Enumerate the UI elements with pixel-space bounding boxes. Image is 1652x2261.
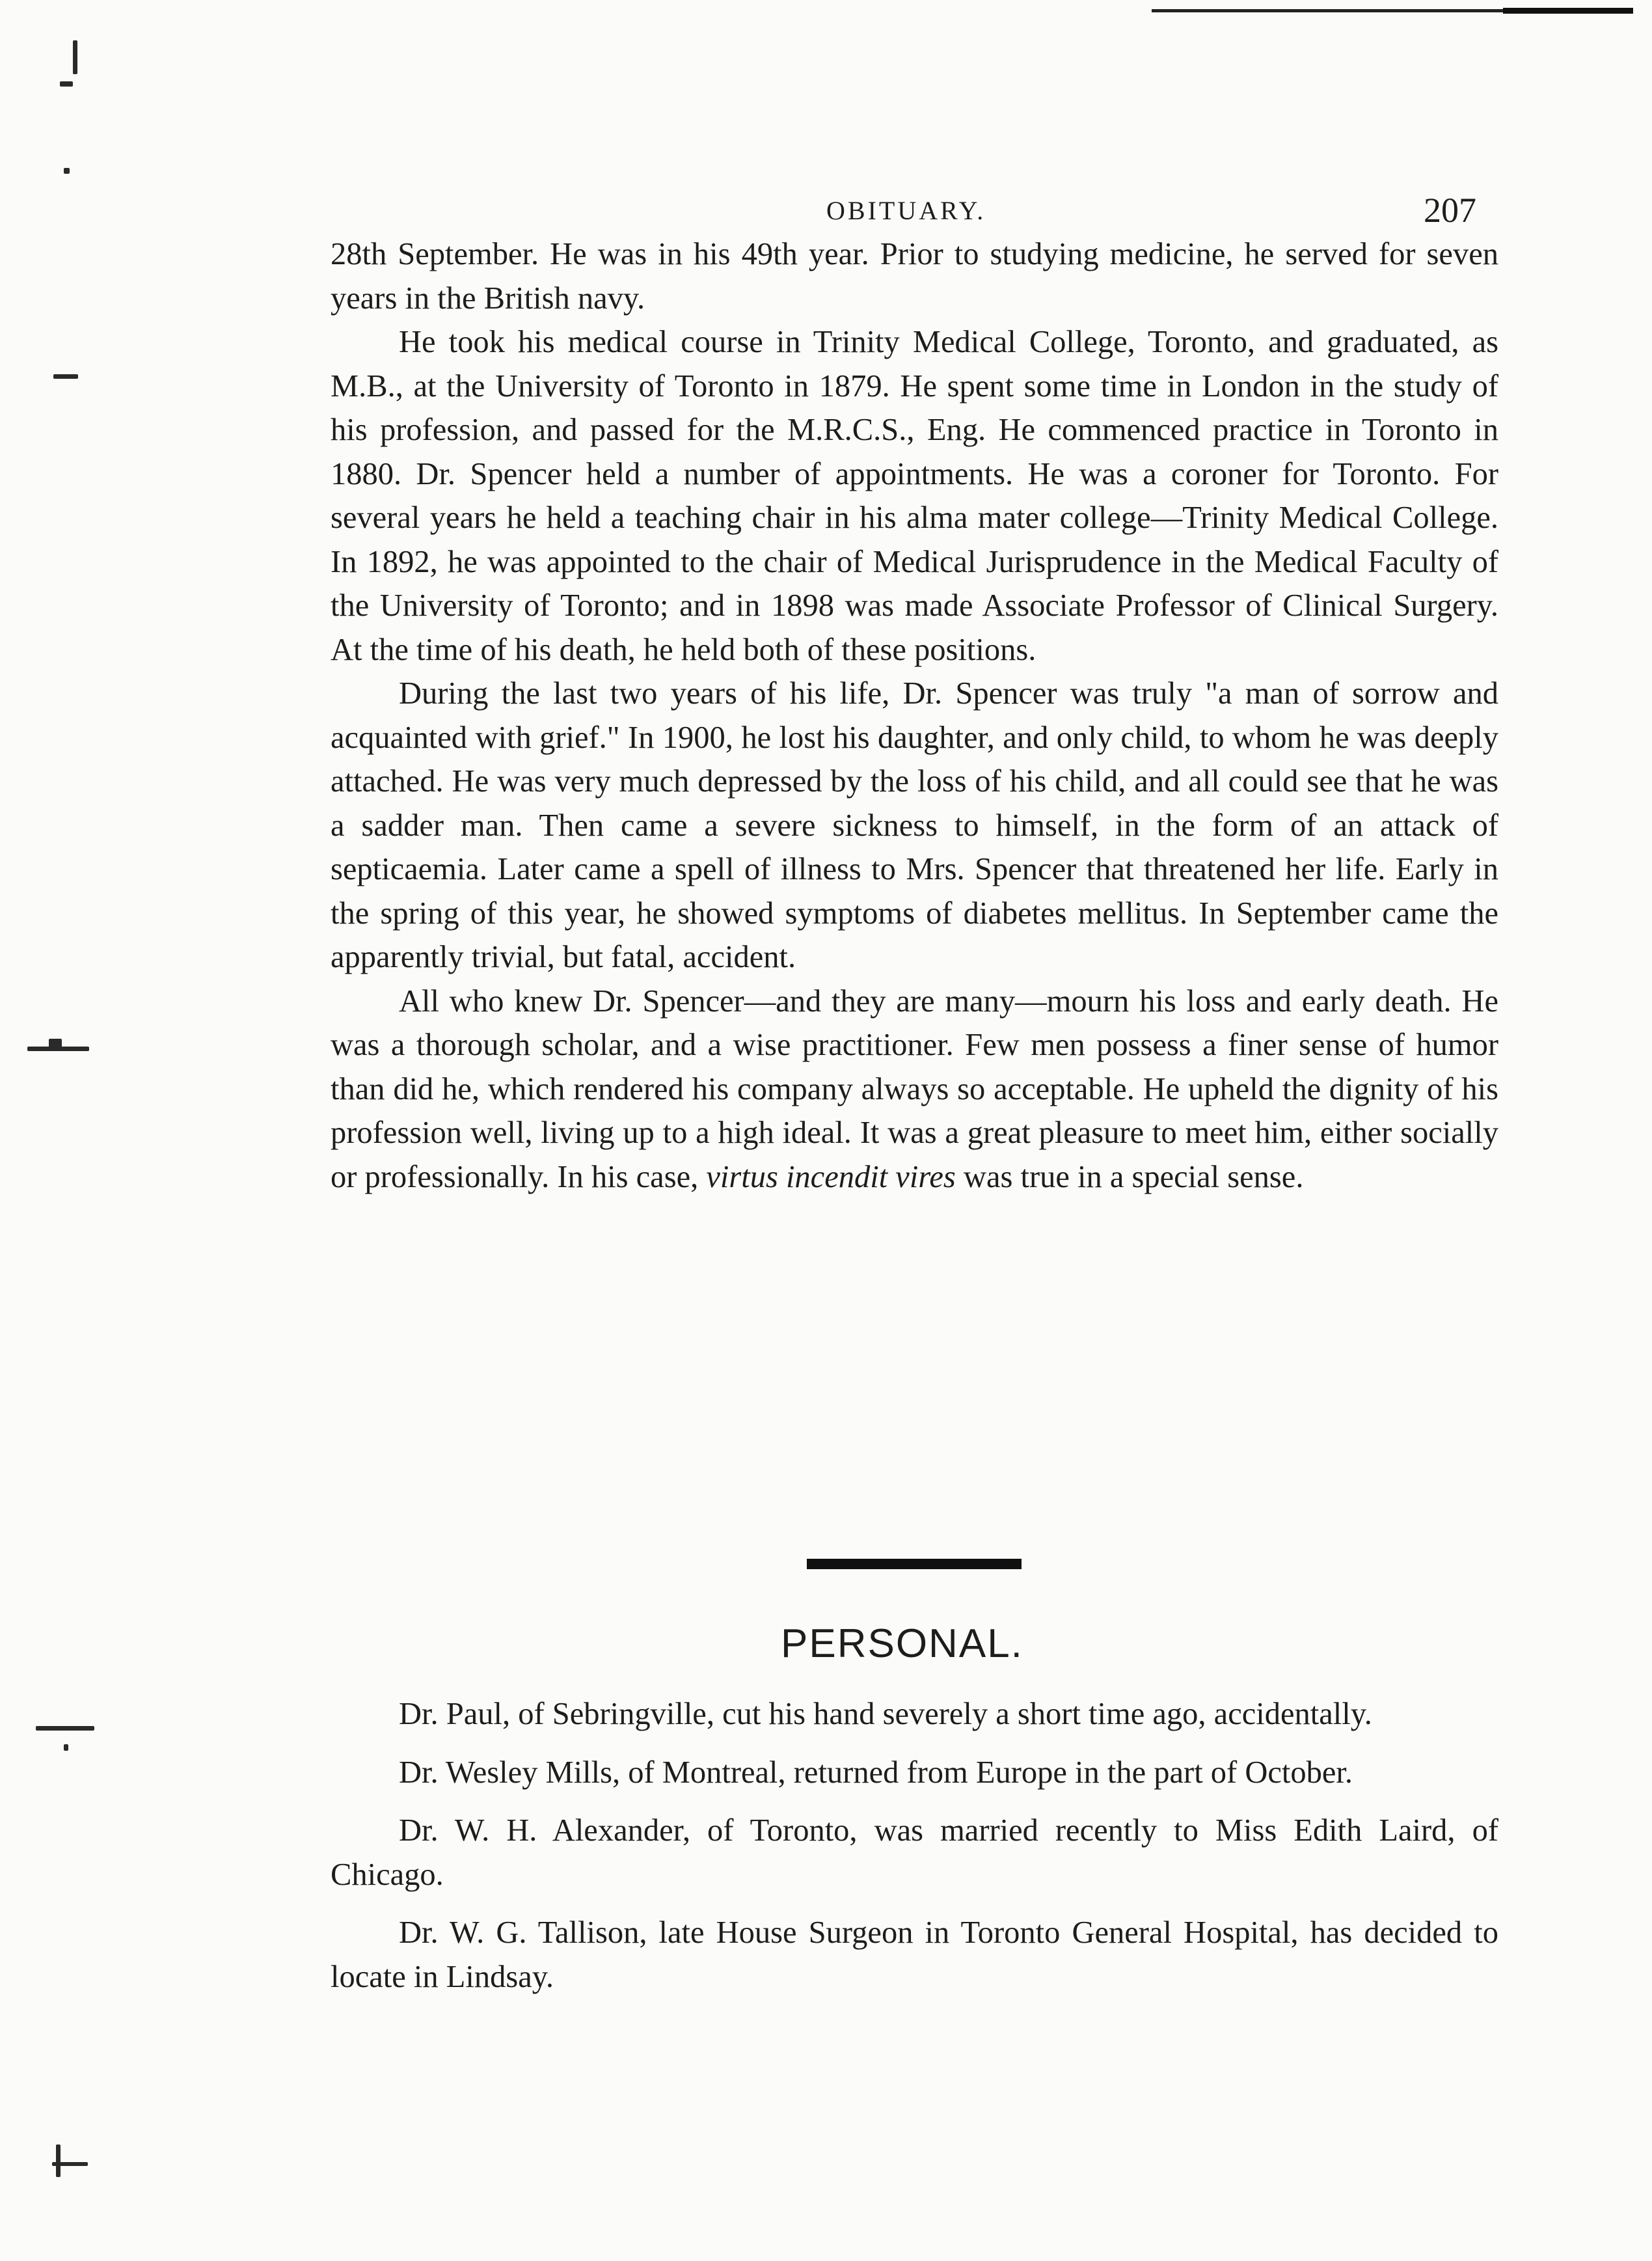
obituary-paragraph: 28th September. He was in his 49th year. Prior to studying medicine, he served for seven years in the British navy. [331,237,1498,316]
obituary-paragraph [331,980,1498,1199]
margin-mark [36,1726,94,1731]
personal-notes [331,1692,1498,2013]
latin-phrase: virtus incendit vires [706,1159,956,1194]
obituary-paragraph: During the last two years of his life, Dr. Spencer was truly "a man of sorrow and acquainted with grief." In 1900, he lost his daughter, and only child, to whom he was deeply attached. He was very much depressed by the loss of his child, and all could see that he was a sadder man. Then came a severe sickness to himself, in the form of an attack of septicaemia. Later came a spell of illness to Mrs. Spencer that threatened her life. Early in the spring of this year, he showed symptoms of diabetes mellitus. In September came the apparently trivial, but fatal, accident. [331,676,1498,974]
personal-item: Dr. Paul, of Sebringville, cut his hand severely a short time ago, accidentally. [399,1697,1372,1731]
top-border-rule [1152,9,1620,12]
margin-mark [73,40,77,74]
section-title-personal: PERSONAL. [781,1621,1023,1666]
page-number: 207 [1424,191,1476,230]
personal-item: Dr. W. G. Tallison, late House Surgeon in Toronto General Hospital, has decided to locate in Lindsay. [331,1915,1498,1994]
running-title: OBITUARY. [826,196,986,225]
margin-mark [56,2145,61,2177]
paragraph-text: was true in a special sense. [955,1159,1304,1194]
margin-mark [64,1744,68,1751]
margin-mark [49,1039,62,1049]
section-divider [807,1559,1022,1569]
margin-mark [60,81,73,87]
margin-mark [53,374,78,379]
obituary-paragraph: He took his medical course in Trinity Medical College, Toronto, and graduated, as M.B., at the University of Toronto in 1879. He spent some time in London in the study of his profession, and passed for the M.R.C.S., Eng. He commenced practice in Toronto in 1880. Dr. Spencer held a number of appointments. He was a coroner for Toronto. For several years he held a teaching chair in his alma mater college—Trinity Medical College. In 1892, he was appointed to the chair of Medical Jurisprudence in the Medical Faculty of the University of Toronto; and in 1898 was made Associate Professor of Clinical Surgery. At the time of his death, he held both of these positions. [331,325,1498,667]
paragraph-text: All who knew Dr. Spencer—and they are many—mourn his loss and early death. He was a thorough scholar, and a wise practitioner. Few men possess a finer sense of humor than did he, which rendered his company always so acceptable. He upheld the dignity of his profession well, living up to a high ideal. It was a great pleasure to meet him, either socially or professionally. In his case, [331,983,1498,1194]
obituary-body [331,232,1498,1199]
personal-item: Dr. Wesley Mills, of Montreal, returned from Europe in the part of October. [399,1755,1353,1790]
personal-item: Dr. W. H. Alexander, of Toronto, was married recently to Miss Edith Laird, of Chicago. [331,1813,1498,1892]
margin-mark [64,168,70,174]
